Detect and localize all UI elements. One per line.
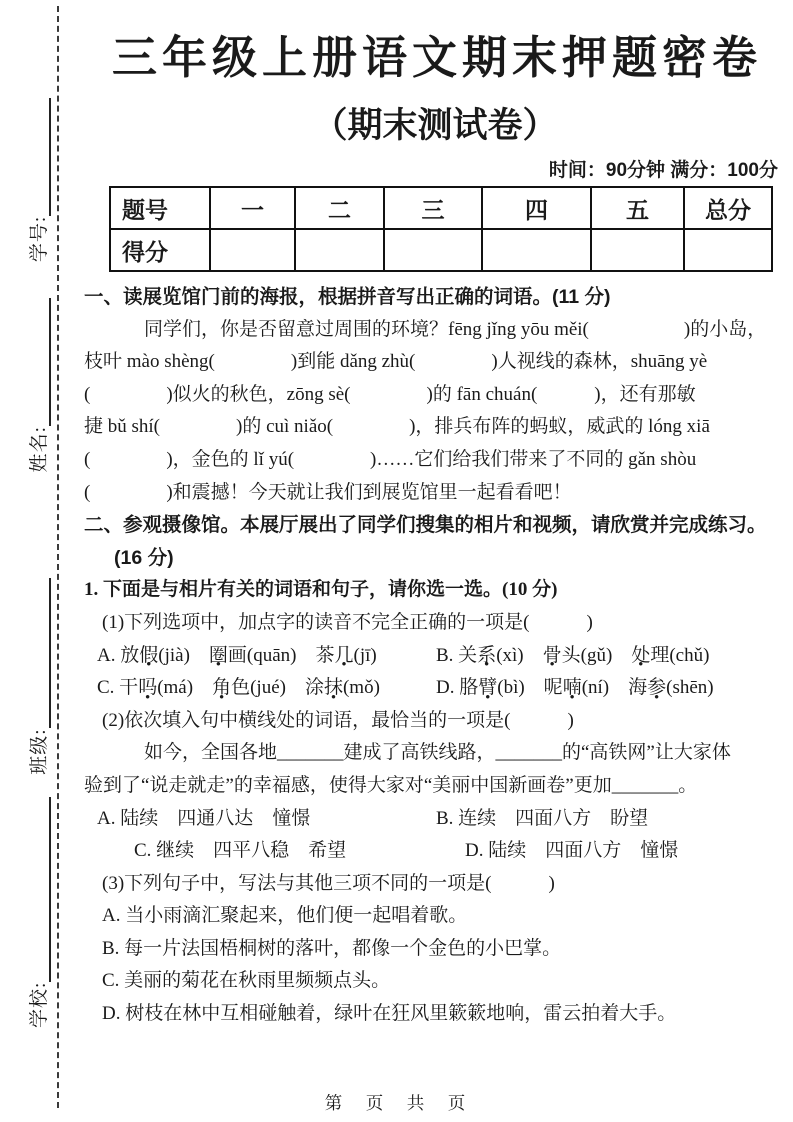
option-c-group: C. 继续 四平八稳 希望 [134, 840, 347, 862]
sub2-option-row [84, 835, 778, 868]
option-d-group: D. 胳臂(bì) 呢喃(ní) 海参(shēn) [436, 677, 714, 699]
name-label: 姓名: [28, 426, 50, 473]
sub1-option-row [84, 640, 778, 673]
sub3-option-line: B. 每一片法国梧桐树的落叶，都像一个金色的小巴掌。 [102, 937, 562, 959]
option-a-group: A. 陆续 四通八达 憧憬 [97, 807, 311, 829]
score-table-header-cell: 二 [295, 187, 384, 229]
name-field [24, 298, 51, 472]
score-table-header-cell: 四 [482, 187, 591, 229]
option-b-group: B. 连续 四面八方 盼望 [436, 807, 649, 829]
score-empty-cell [591, 229, 684, 271]
score-table-header-cell: 题号 [110, 187, 210, 229]
class-blank-line [31, 578, 51, 728]
option-d-group: D. 陆续 四面八方 憧憬 [465, 840, 679, 862]
pinyin-line: ( )似火的秋色，zōng sè( )的 fān chuán( )，还有那敏 [84, 383, 696, 405]
pinyin-line: 枝叶 mào shèng( )到能 dǎng zhù( )人视线的森林，shuāng yè [84, 351, 708, 373]
score-empty-cell [295, 229, 384, 271]
score-table [109, 186, 773, 272]
score-table-header-cell: 一 [210, 187, 295, 229]
page-footer: 第 页 共 页 [324, 1093, 469, 1113]
sub3-option-line: A. 当小雨滴汇聚起来，他们便一起唱着歌。 [102, 905, 468, 927]
sub2-option-row [84, 803, 778, 836]
question1-sub3-stem: (3)下列句子中，写法与其他三项不同的一项是( ) [102, 872, 555, 894]
sub2-passage-line: 验到了“说走就走”的幸福感，使得大家对“美丽中国新画卷”更加_______。 [84, 774, 698, 796]
score-table-score-row [110, 229, 772, 271]
score-empty-cell [684, 229, 772, 271]
score-table-header-row [110, 187, 772, 229]
student-number-field [24, 98, 51, 262]
option-a-group: A. 放假(jià) 圈画(quān) 茶几(jī) [97, 644, 377, 666]
section1-heading: 一、读展览馆门前的海报，根据拼音写出正确的词语。(11 分) [84, 286, 611, 308]
sub3-option-line: C. 美丽的菊花在秋雨里频频点头。 [102, 970, 391, 992]
pinyin-line: ( )，金色的 lǐ yú( )……它们给我们带来了不同的 gǎn shòu [84, 448, 697, 470]
sub1-option-row [84, 672, 778, 705]
exam-title: 三年级上册语文期末押题密卷 [111, 32, 762, 83]
class-field [24, 578, 51, 774]
option-c-group: C. 干吗(má) 角色(jué) 涂抹(mǒ) [97, 677, 380, 699]
score-empty-cell [210, 229, 295, 271]
score-table-header-cell: 总分 [684, 187, 772, 229]
question1-sub1-stem: (1)下列选项中，加点字的读音不完全正确的一项是( ) [102, 611, 593, 633]
score-empty-cell [482, 229, 591, 271]
student-number-blank-line [31, 98, 51, 216]
exam-subtitle: （期末测试卷） [312, 106, 558, 145]
question1-sub2-stem: (2)依次填入句中横线处的词语，最恰当的一项是( ) [102, 709, 574, 731]
score-table-header-cell: 三 [384, 187, 482, 229]
main-content [84, 0, 778, 1031]
sub2-passage-line: 如今，全国各地_______建成了高铁线路，_______的“高铁网”让大家体 [144, 742, 731, 764]
student-number-label: 学号: [28, 215, 50, 263]
pinyin-line: 捷 bǔ shí( )的 cuì niǎo( )，排兵布阵的蚂蚁，威武的 lóng xiā [84, 416, 710, 438]
student-info-fields [16, 66, 58, 1042]
option-b-group: B. 关系(xì) 骨头(gǔ) 处理(chǔ) [436, 644, 710, 666]
school-field [24, 797, 51, 1028]
score-row-label-cell: 得分 [110, 229, 210, 271]
name-blank-line [31, 298, 51, 426]
section2-heading-line2: (16 分) [114, 546, 174, 569]
pinyin-line: ( )和震撼！今天就让我们到展览馆里一起看看吧！ [84, 481, 572, 503]
class-label: 班级: [28, 728, 50, 775]
exam-time-score-info: 时间：90分钟 满分：100分 [548, 160, 778, 181]
pinyin-line: 同学们，你是否留意过周围的环境？fēng jǐng yōu měi( )的小岛， [144, 318, 767, 340]
section2-heading-line1: 二、参观摄像馆。本展厅展出了同学们搜集的相片和视频，请欣赏并完成练习。 [84, 514, 767, 537]
exam-body [84, 281, 778, 1031]
score-table-header-cell: 五 [591, 187, 684, 229]
score-empty-cell [384, 229, 482, 271]
school-label: 学校: [28, 981, 50, 1028]
question1-stem: 1. 下面是与相片有关的词语和句子，请你选一选。(10 分) [84, 579, 558, 601]
sub3-option-line: D. 树枝在林中互相碰触着，绿叶在狂风里簌簌地响，雷云拍着大手。 [102, 1003, 677, 1025]
school-blank-line [31, 797, 51, 982]
